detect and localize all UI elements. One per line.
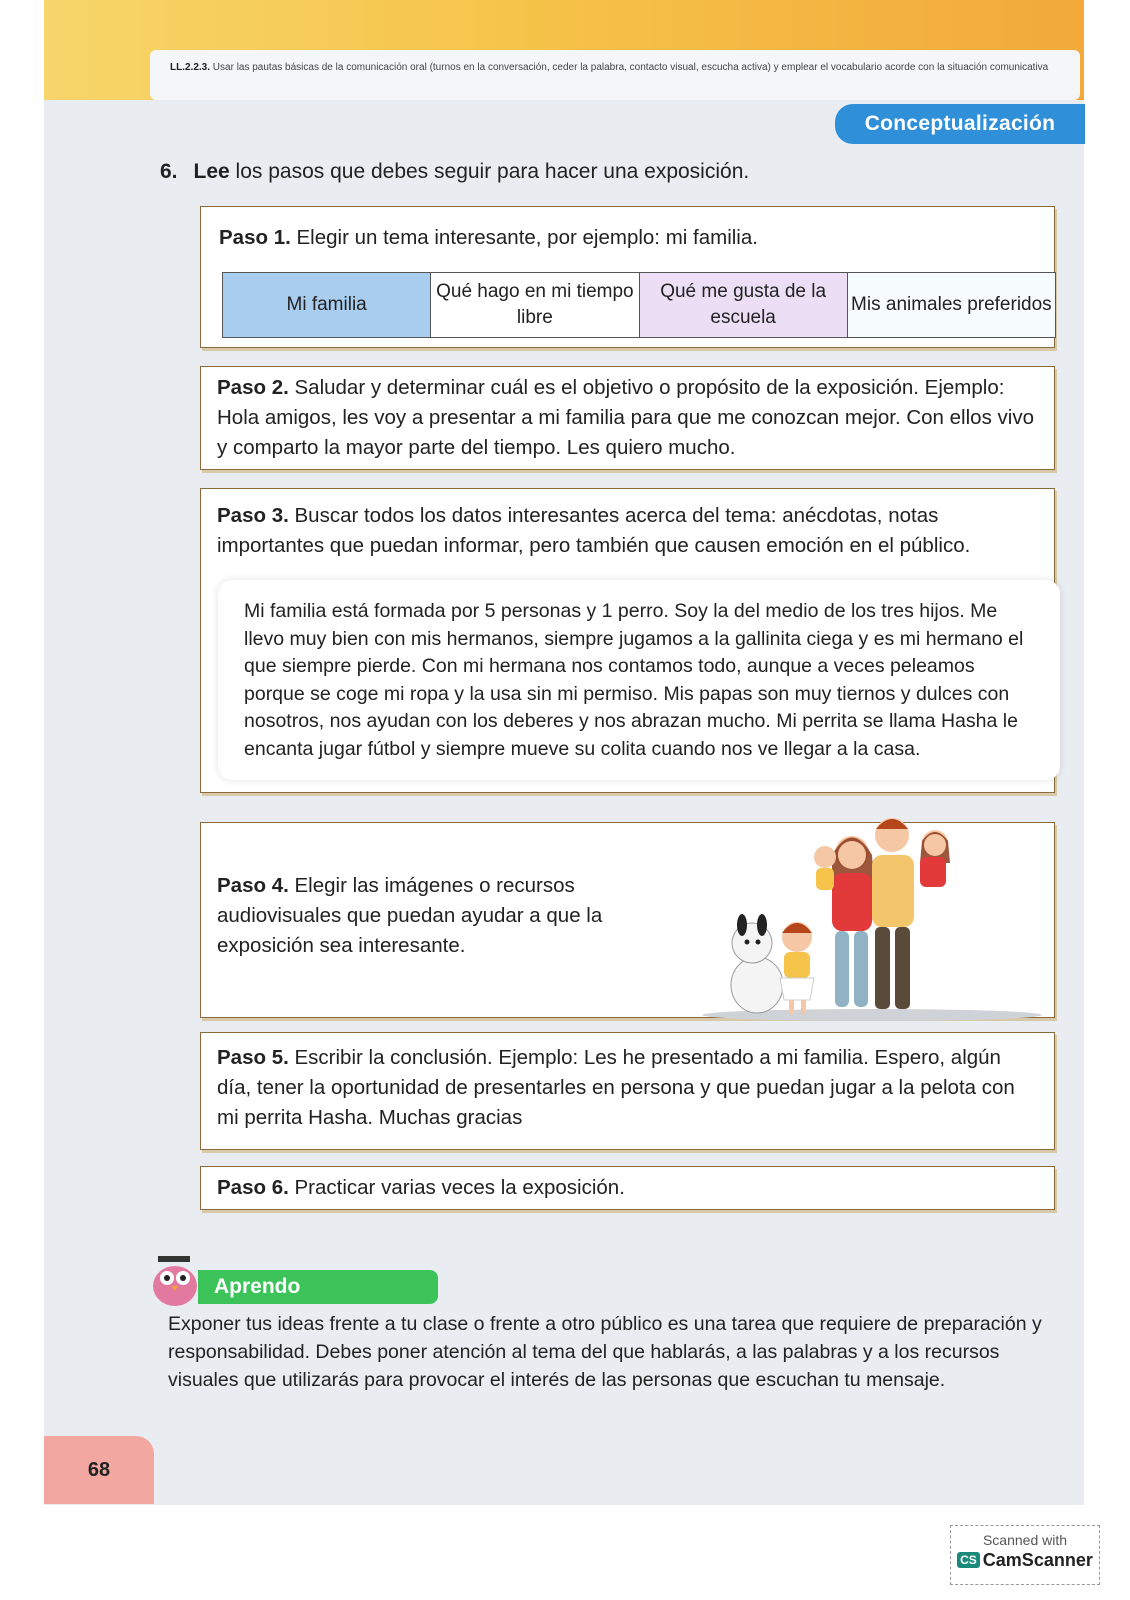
step-text: Elegir un tema interesante, por ejemplo: mi familia. (290, 226, 758, 249)
topic-cell: Qué me gusta de la escuela (640, 273, 848, 337)
step-label: Paso 2. (217, 376, 289, 399)
step-text: Elegir las imágenes o recursos audiovisuales que puedan ayudar a que la exposición sea interesante. (217, 874, 603, 957)
standard-text: Usar las pautas básicas de la comunicación oral (turnos en la conversación, ceder la palabra, contacto visual, escucha activa) y emplear el vocabulario acorde con la situación comunicativa (212, 62, 1049, 73)
topic-cell: Qué hago en mi tiempo libre (431, 273, 639, 337)
camscanner-logo-icon: CS (957, 1552, 980, 1568)
step-label: Paso 6. (217, 1176, 289, 1199)
step-text: Buscar todos los datos interesantes acerca del tema: anécdotas, notas importantes que puedan informar, pero también que causen emoción en el público. (217, 504, 971, 557)
aprendo-title: Aprendo (198, 1270, 438, 1304)
scanner-watermark (950, 1525, 1100, 1585)
question-number: 6. (160, 160, 178, 183)
father-figure (872, 818, 950, 1009)
page-number: 68 (44, 1436, 154, 1504)
family-illustration (692, 815, 1052, 1025)
owl-icon (146, 1254, 204, 1310)
step-label: Paso 4. (217, 874, 289, 897)
step-text: Practicar varias veces la exposición. (288, 1176, 625, 1199)
aprendo-text: Exponer tus ideas frente a tu clase o frente a otro público es una tarea que requiere de preparación y responsabilidad. Debes poner atención al tema del que hablarás, a las palabras y a los recursos visuales que utilizarás para provocar el interés de las personas que escuchan tu mensaje. (168, 1313, 1042, 1391)
step-text: Saludar y determinar cuál es el objetivo o propósito de la exposición. Ejemplo: Hola amigos, les voy a presentar a mi familia para que me conozcan mejor. Con ellos vivo y comparto la mayor parte del tiempo. Les quiero mucho. (217, 376, 1034, 459)
watermark-brand: CamScanner (982, 1550, 1093, 1570)
step-label: Paso 1. (219, 226, 291, 249)
step-text: Escribir la conclusión. Ejemplo: Les he presentado a mi familia. Espero, algún día, tener la oportunidad de presentarles en persona y que puedan jugar a la pelota con mi perrita Hasha. Muchas gracias (217, 1046, 1015, 1129)
step-label: Paso 3. (217, 504, 289, 527)
question-verb: Lee (193, 160, 230, 183)
question-prompt (160, 160, 749, 184)
topic-cell: Mi familia (223, 273, 431, 337)
example-paragraph: Mi familia está formada por 5 personas y 1 perro. Soy la del medio de los tres hijos. Me llevo muy bien con mis hermanos, siempre jugamos a la gallinita ciega y es mi hermano el que siempre pierde. Con mi hermana nos contamos todo, aunque a veces peleamos porque se coge mi ropa y la usa sin mi permiso. Mis papas son muy tiernos y dulces con nosotros, nos ayudan con los deberes y nos abrazan mucho. Mi perrita se llama Hasha le encanta jugar fútbol y siempre mueve su colita cuando nos ve llegar a la casa. (218, 580, 1060, 780)
watermark-line: Scanned with (982, 1532, 1068, 1548)
step-5-box (200, 1032, 1055, 1150)
curriculum-standard (150, 50, 1080, 100)
girl-figure (780, 922, 814, 1014)
standard-code: LL.2.2.3. (170, 62, 211, 73)
step-2-box (200, 366, 1055, 470)
mother-figure (814, 836, 874, 1007)
dog-figure (731, 914, 783, 1013)
topic-table (222, 272, 1056, 338)
topic-cell: Mis animales preferidos (848, 273, 1055, 337)
step-label: Paso 5. (217, 1046, 289, 1069)
section-tag: Conceptualización (835, 104, 1085, 144)
question-text: los pasos que debes seguir para hacer una exposición. (229, 160, 750, 183)
step-6-box (200, 1166, 1055, 1210)
